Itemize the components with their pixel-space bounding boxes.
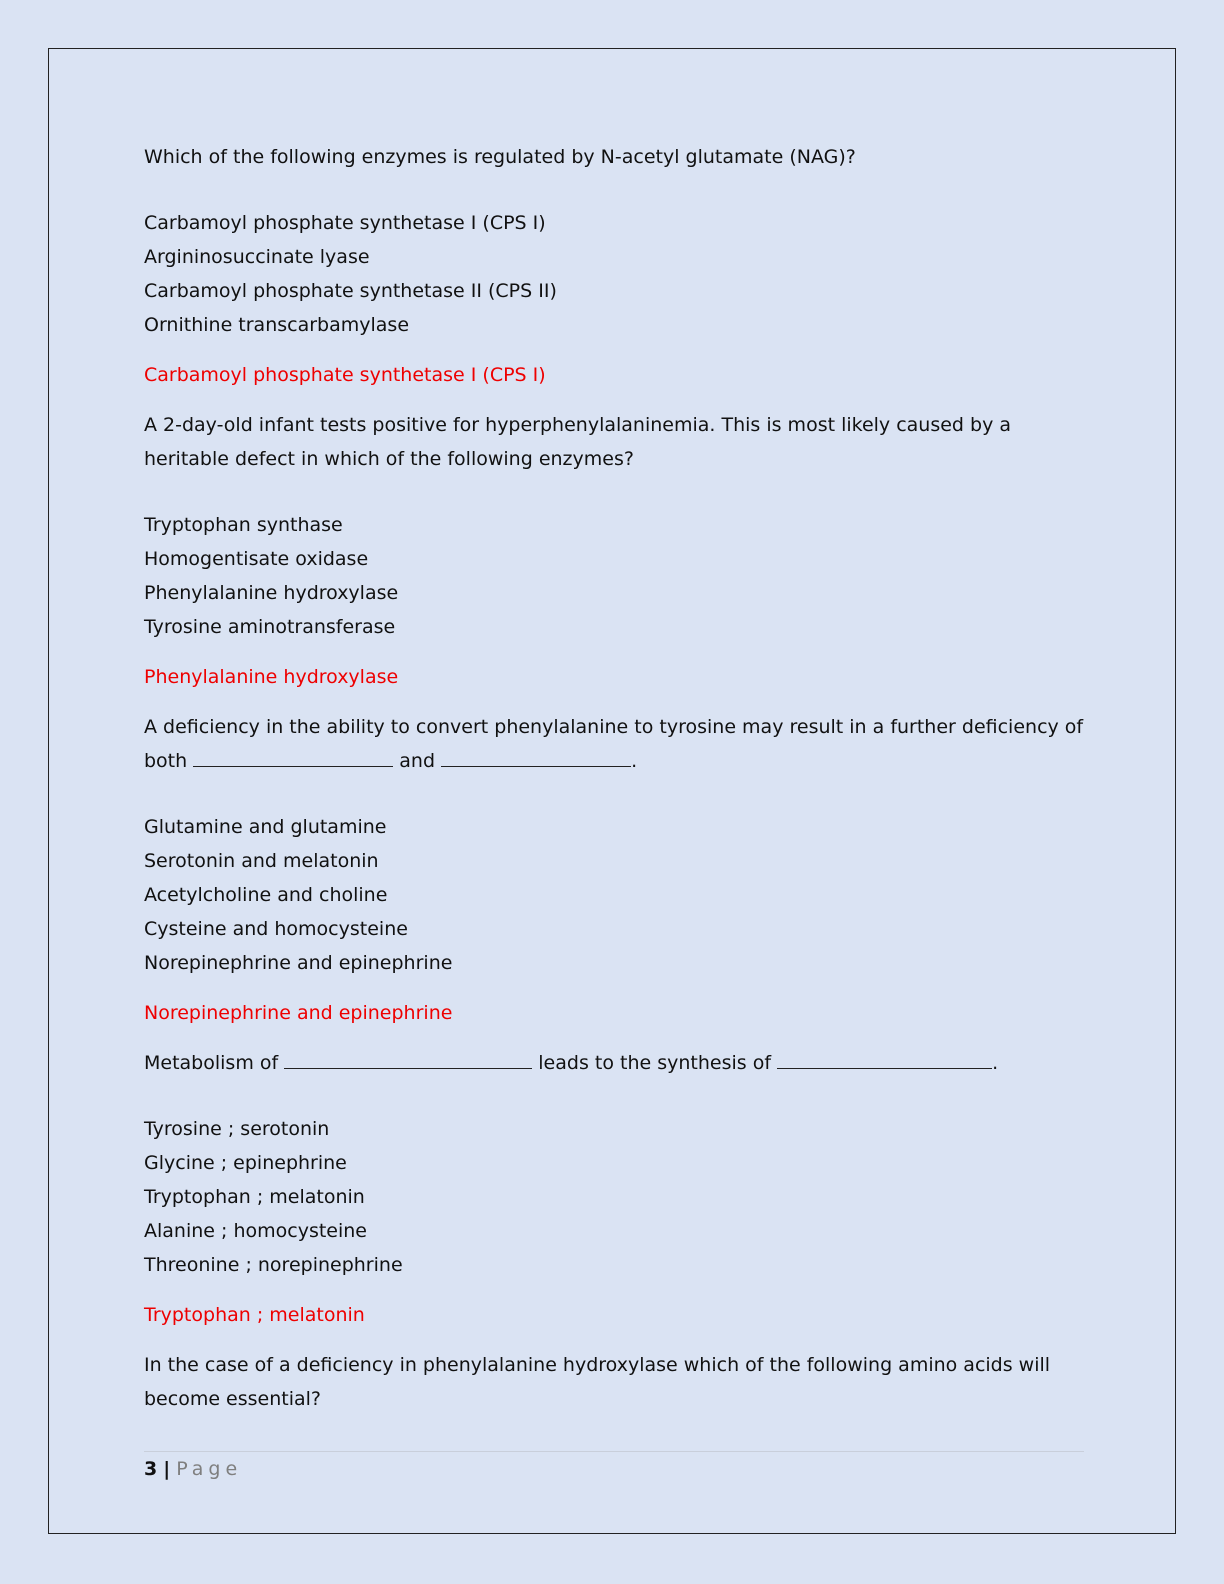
question-text: leads to the synthesis of: [538, 1052, 772, 1074]
option-item: Glycine ; epinephrine: [144, 1152, 347, 1174]
option-item: Tryptophan synthase: [144, 514, 343, 536]
option-item: Argininosuccinate lyase: [144, 246, 370, 268]
question-stem: A 2-day-old infant tests positive for hyperphenylalaninemia. This is most likely caused by a heritable defect in which of the following enzymes?: [144, 414, 1012, 470]
option-item: Glutamine and glutamine: [144, 816, 387, 838]
option-item: Tryptophan ; melatonin: [144, 1186, 365, 1208]
option-list: [144, 810, 1084, 980]
fill-blank: [284, 1050, 532, 1069]
question-text: .: [992, 1052, 999, 1074]
option-item: Phenylalanine hydroxylase: [144, 582, 399, 604]
option-list: [144, 1112, 1084, 1282]
option-item: Homogentisate oxidase: [144, 548, 369, 570]
footer-separator: |: [163, 1458, 171, 1480]
fill-blank: [441, 748, 631, 767]
question-stem: [144, 710, 1084, 778]
option-item: Tyrosine ; serotonin: [144, 1118, 330, 1140]
option-item: Threonine ; norepinephrine: [144, 1254, 403, 1276]
option-item: Carbamoyl phosphate synthetase I (CPS I): [144, 212, 546, 234]
question-text: and: [399, 750, 436, 772]
question-text: A deficiency in the ability to convert phenylalanine to tyrosine may result in a further deficiency of both: [144, 716, 1084, 772]
answer-text: Norepinephrine and epinephrine: [144, 1002, 453, 1024]
answer-text: Carbamoyl phosphate synthetase I (CPS I): [144, 364, 546, 386]
page-content: [144, 140, 1084, 1416]
option-list: [144, 206, 1084, 342]
option-item: Serotonin and melatonin: [144, 850, 379, 872]
option-item: Norepinephrine and epinephrine: [144, 952, 453, 974]
question-text: .: [631, 750, 638, 772]
page-footer: [144, 1454, 242, 1484]
option-item: Cysteine and homocysteine: [144, 918, 408, 940]
question-stem: [144, 1046, 1084, 1080]
answer-text: Phenylalanine hydroxylase: [144, 666, 399, 688]
fill-blank: [193, 748, 393, 767]
question-stem: Which of the following enzymes is regulated by N-acetyl glutamate (NAG)?: [144, 146, 856, 168]
option-list: [144, 508, 1084, 644]
question-stem: In the case of a deficiency in phenylalanine hydroxylase which of the following amino acids will become essential?: [144, 1354, 1051, 1410]
question-text: Metabolism of: [144, 1052, 279, 1074]
option-item: Acetylcholine and choline: [144, 884, 388, 906]
fill-blank: [777, 1050, 992, 1069]
option-item: Tyrosine aminotransferase: [144, 616, 396, 638]
page-number: 3: [144, 1458, 158, 1480]
option-item: Alanine ; homocysteine: [144, 1220, 367, 1242]
page-label: Page: [176, 1458, 243, 1480]
answer-text: Tryptophan ; melatonin: [144, 1304, 365, 1326]
footer-divider: [144, 1451, 1084, 1452]
option-item: Carbamoyl phosphate synthetase II (CPS II): [144, 280, 557, 302]
option-item: Ornithine transcarbamylase: [144, 314, 410, 336]
